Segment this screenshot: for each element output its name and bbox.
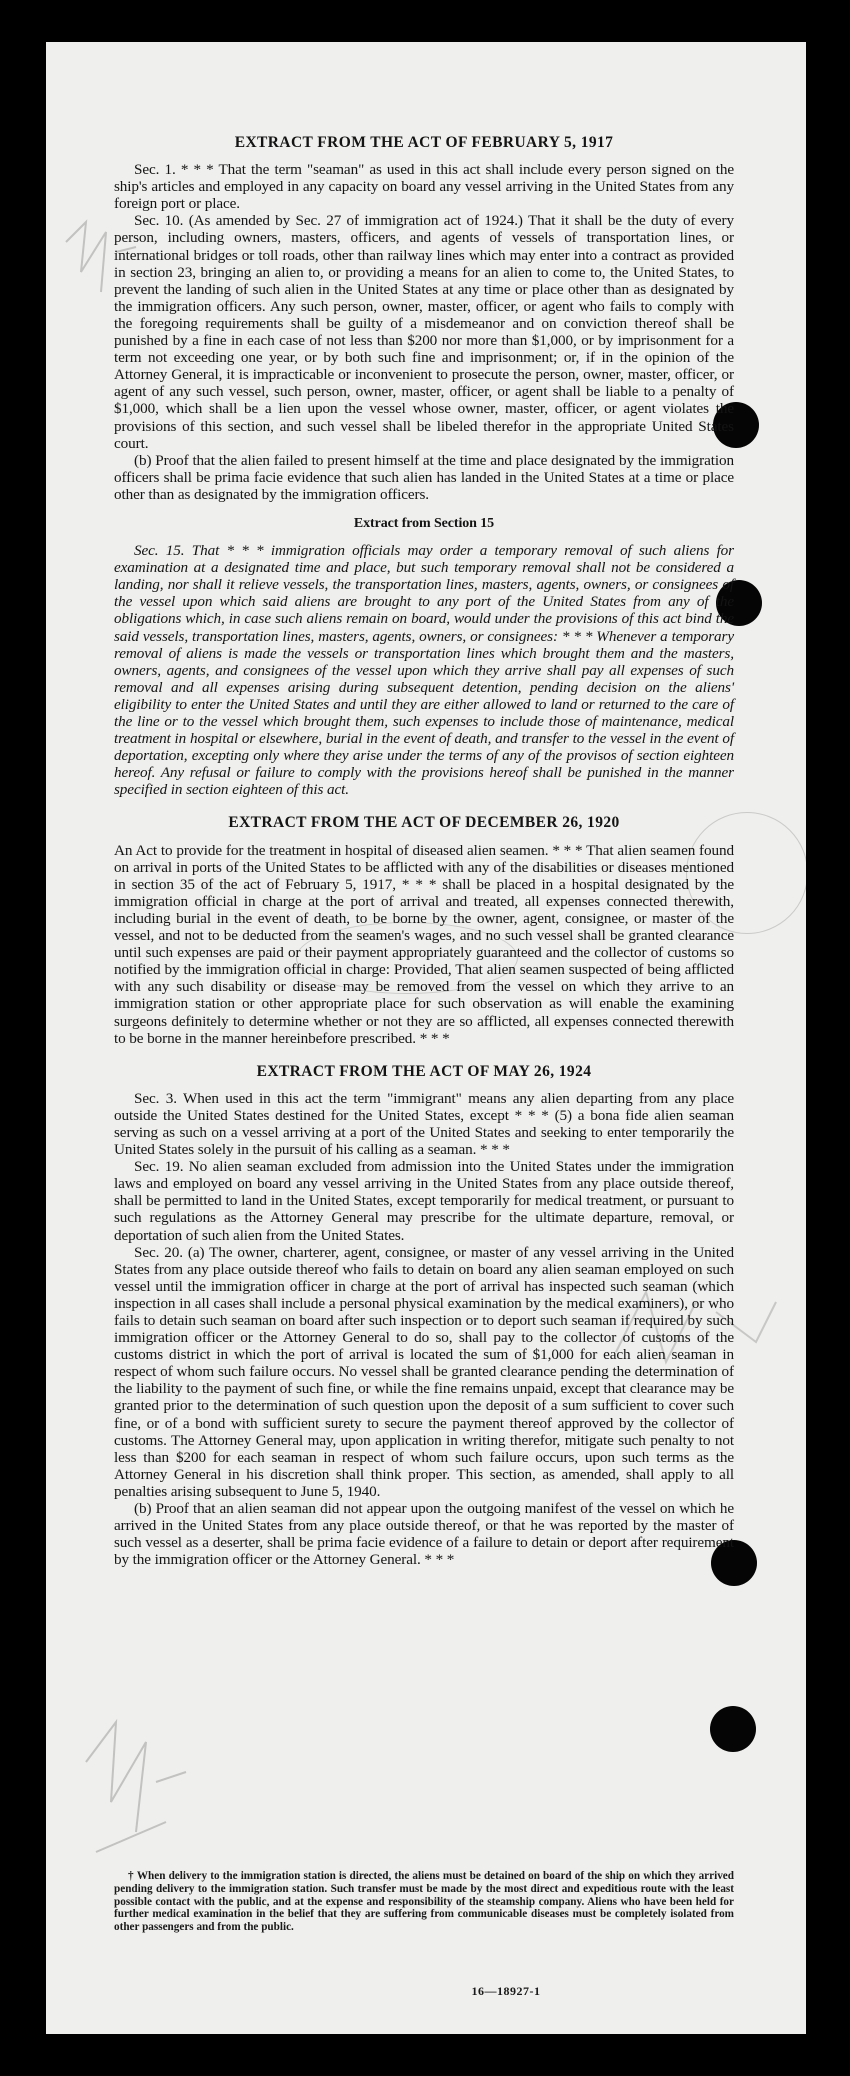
paragraph-act-1920: An Act to provide for the treatment in hospital of diseased alien seamen. * * * That alien seamen found on arrival in ports of the United States to be afflicted with any of the disabilities or diseases mentioned in section 35 of the act of February 5, 1917, * * * shall be placed in a hospital designated by the immigration official in charge at the port of arrival and treated, all expenses connected therewith, including burial in the event of death, to be borne by the owner, agent, consignee, or master of the vessel, and not to be deducted from the seamen's wages, and no such vessel shall be granted clearance until such expenses are paid or their payment appropriately guaranteed and the collector of customs so notified by the immigration official in charge: Provided, That alien seamen suspected of being afflicted with any such disability or disease may be removed from the vessel on which they arrive to an immigration station or other appropriate place for such observation as will enable the examining surgeons definitely to determine whether or not they are so afflicted, all expenses connected therewith to be borne in the manner hereinbefore prescribed. * * * (114, 841, 734, 1047)
paragraph-sec10: Sec. 10. (As amended by Sec. 27 of immigration act of 1924.) That it shall be the duty of every person, including owners, masters, officers, and agents of vessels of transportation lines, or international bridges or toll roads, other than railway lines which may enter into a contract as provided in section 23, bringing an alien to, or providing a means for an alien to come to, the United States, to prevent the landing of such alien in the United States at any time or place other than as designated by the immigration officers. Any such person, owner, master, officer, or agent who fails to comply with the foregoing requirements shall be guilty of a misdemeanor and on conviction thereof shall be punished by a fine in each case of not less than $200 nor more than $1,000, or by imprisonment for a term not exceeding one year, or by both such fine and imprisonment; or, if in the opinion of the Attorney General, it is impracticable or inconvenient to prosecute the person, owner, master, officer, or agent of any such vessel, such person, owner, master, officer, or agent shall be liable to a penalty of $1,000, which shall be a lien upon the vessel whose owner, master, officer, or agent violates the provisions of this section, and such vessel shall be libeled therefor in the appropriate United States court. (114, 212, 734, 452)
paragraph-sec20a: Sec. 20. (a) The owner, charterer, agent, consignee, or master of any vessel arriving in the United States from any place outside thereof who fails to detain on board any alien seaman employed on such vessel until the immigration officer in charge at the port of arrival has inspected such seaman (which inspection in all cases shall include a personal physical examination by the medical examiners), or who fails to detain such seaman on board after such inspection or to deport such seaman if required by such immigration officer or the Attorney General to do so, shall pay to the collector of customs of the customs district in which the port of arrival is located the sum of $1,000 for each alien seaman in respect of whom such failure occurs. No vessel shall be granted clearance pending the determination of the liability to the payment of such fine, or while the fine remains unpaid, except that clearance may be granted prior to the determination of such question upon the deposit of a sum sufficient to cover such fine, or of a bond with sufficient surety to secure the payment thereof approved by the collector of customs. The Attorney General may, upon application in writing therefor, mitigate such penalty to not less than $200 for each seaman in respect of whom such failure occurs, upon such terms as the Attorney General in his discretion shall think proper. This section, as amended, shall apply to all penalties arising subsequent to June 5, 1940. (114, 1243, 734, 1500)
paragraph-sec10b: (b) Proof that the alien failed to present himself at the time and place designated by the immigration officers shall be prima facie evidence that such alien has landed in the United States at a time or place other than as designated by the immigration officers. (114, 451, 734, 503)
paragraph-sec1: Sec. 1. * * * That the term "seaman" as used in this act shall include every person signed on the ship's articles and employed in any capacity on board any vessel arriving in the United States from any foreign port or place. (114, 161, 734, 213)
punch-hole (710, 1706, 756, 1752)
document-page (46, 42, 806, 2034)
paragraph-sec15: Sec. 15. That * * * immigration officials may order a temporary removal of such aliens for examination at a designated time and place, but such temporary removal shall not be considered a landing, nor shall it relieve vessels, the transportation lines, masters, agents, owners, or consignees of the vessel upon which said aliens are brought to any port of the United States from any of the obligations which, in case such aliens remain on board, would under the provisions of this act bind the said vessels, transportation lines, masters, agents, owners, or consignees: * * * Whenever a temporary removal of aliens is made the vessels or transportation lines which brought them and the masters, owners, agents, and consignees of the vessel upon which they arrive shall pay all expenses of such removal and all expenses arising during subsequent detention, pending decision on the aliens' eligibility to enter the United States and until they are either allowed to land or returned to the care of the line or to the vessel which brought them, such expenses to include those of maintenance, medical treatment in hospital or elsewhere, burial in the event of death, and transfer to the vessel in the event of deportation, excepting only where they arise under the terms of any of the provisos of section eighteen hereof. Any refusal or failure to comply with the provisions hereof shall be punished in the manner specified in section eighteen of this act. (114, 542, 734, 799)
heading-act-1920: EXTRACT FROM THE ACT OF DECEMBER 26, 1920 (228, 814, 620, 832)
paragraph-sec20b: (b) Proof that an alien seaman did not appear upon the outgoing manifest of the vessel on which he arrived in the United States from any place outside thereof, or that he was reported by the master of such vessel as a deserter, shall be prima facie evidence of a failure to detain or deport after requirement by the immigration officer or the Attorney General. * * * (114, 1500, 734, 1569)
faint-handwriting-mark (76, 1702, 196, 1872)
heading-act-1924: EXTRACT FROM THE ACT OF MAY 26, 1924 (256, 1062, 592, 1080)
form-code: 16—18927-1 (471, 1984, 541, 1998)
paragraph-sec3: Sec. 3. When used in this act the term "immigrant" means any alien departing from any place outside the United States destined for the United States, except * * * (5) a bona fide alien seaman serving as such on a vessel arriving at a port of the United States and seeking to enter temporarily the United States solely in the pursuit of his calling as a seaman. * * * (114, 1089, 734, 1159)
document-body (114, 134, 734, 1568)
paragraph-sec19: Sec. 19. No alien seaman excluded from admission into the United States under the immigration laws and employed on board any vessel arriving in the United States from any place outside thereof, shall be permitted to land in the United States, except temporarily for medical treatment, or pursuant to such regulations as the Attorney General may prescribe for the ultimate departure, removal, or deportation of such alien from the United States. (114, 1158, 734, 1244)
heading-act-1917: EXTRACT FROM THE ACT OF FEBRUARY 5, 1917 (234, 134, 614, 151)
footnote: † When delivery to the immigration station is directed, the aliens must be detained on board of the ship on which they arrived pending delivery to the immigration station. Such transfer must be made by the most direct and expeditious route with the least possible contact with the public, and at the expense and responsibility of the steamship company. Aliens who have been held for further medical examination in the belief that they are suffering from communicable diseases must be completely isolated from other passengers and from the public. (114, 1870, 734, 1934)
subheading-section15: Extract from Section 15 (353, 515, 495, 531)
